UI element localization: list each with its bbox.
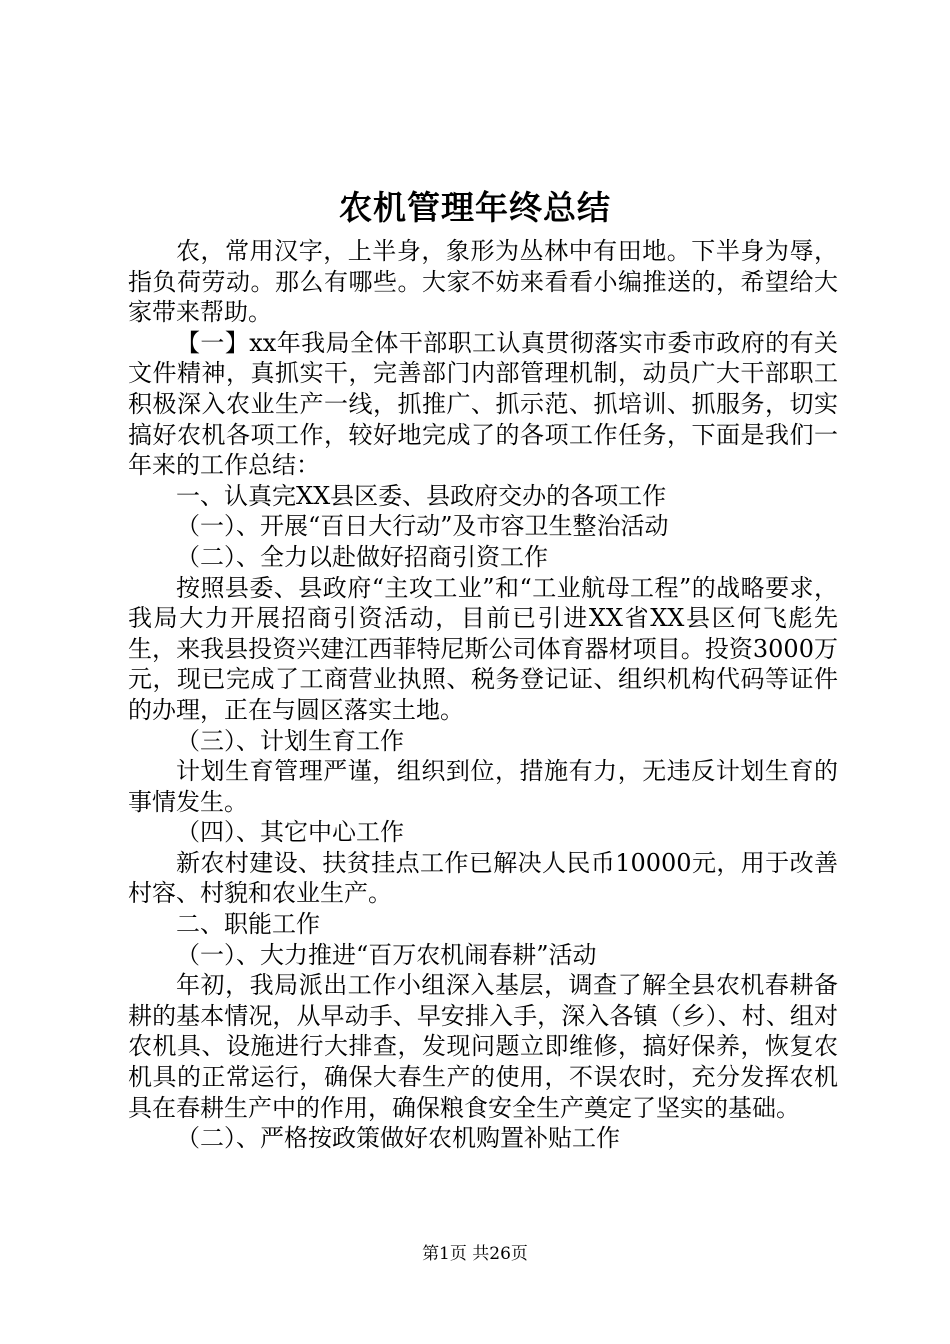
subsection-heading-1-4: （四）、其它中心工作: [176, 818, 404, 847]
document-body: [128, 236, 838, 1154]
subsection-heading-1-2: （二）、全力以赴做好招商引资工作: [176, 542, 548, 571]
subsection-heading-1-3: （三）、计划生育工作: [176, 726, 404, 755]
page-title: 农机管理年终总结: [339, 188, 611, 227]
subsection-heading-2-1: （一）、大力推进“百万农机闹春耕”活动: [176, 940, 597, 969]
section-heading-2: 二、职能工作: [176, 910, 320, 939]
family-planning-paragraph: 计划生育管理严谨，组织到位，措施有力，无违反计划生育的事情发生。: [128, 757, 838, 816]
summary-paragraph: 【一】xx年我局全体干部职工认真贯彻落实市委市政府的有关文件精神，真抓实干，完善部门内部管理机制，动员广大干部职工积极深入农业生产一线，抓推广、抓示范、抓培训、抓服务，切实搞好农机各项工作，较好地完成了的各项工作任务，下面是我们一年来的工作总结：: [128, 328, 838, 480]
investment-paragraph: 按照县委、县政府“主攻工业”和“工业航母工程”的战略要求，我局大力开展招商引资活动，目前已引进XX省XX县区何飞彪先生，来我县投资兴建江西菲特尼斯公司体育器材项目。投资3000万元，现已完成了工商营业执照、税务登记证、组织机构代码等证件的办理，正在与圆区落实土地。: [128, 573, 838, 724]
spring-plowing-paragraph: 年初，我局派出工作小组深入基层，调查了解全县农机春耕备耕的基本情况，从早动手、早安排入手，深入各镇（乡）、村、组对农机具、设施进行大排查，发现问题立即维修，搞好保养，恢复农机具的正常运行，确保大春生产的使用，不误农时，充分发挥农机具在春耕生产中的作用，确保粮食安全生产奠定了坚实的基础。: [128, 971, 838, 1122]
rural-construction-paragraph: 新农村建设、扶贫挂点工作已解决人民币10000元，用于改善村容、村貌和农业生产。: [128, 848, 838, 908]
subsection-heading-1-1: （一）、开展“百日大行动”及市容卫生整治活动: [176, 512, 669, 541]
page-number-footer: 第1页 共26页: [422, 1244, 528, 1264]
subsection-heading-2-2: （二）、严格按政策做好农机购置补贴工作: [176, 1124, 620, 1153]
section-heading-1: 一、认真完XX县区委、县政府交办的各项工作: [176, 481, 667, 510]
intro-paragraph: 农，常用汉字，上半身，象形为丛林中有田地。下半身为辱，指负荷劳动。那么有哪些。大家不妨来看看小编推送的，希望给大家带来帮助。: [128, 237, 838, 327]
